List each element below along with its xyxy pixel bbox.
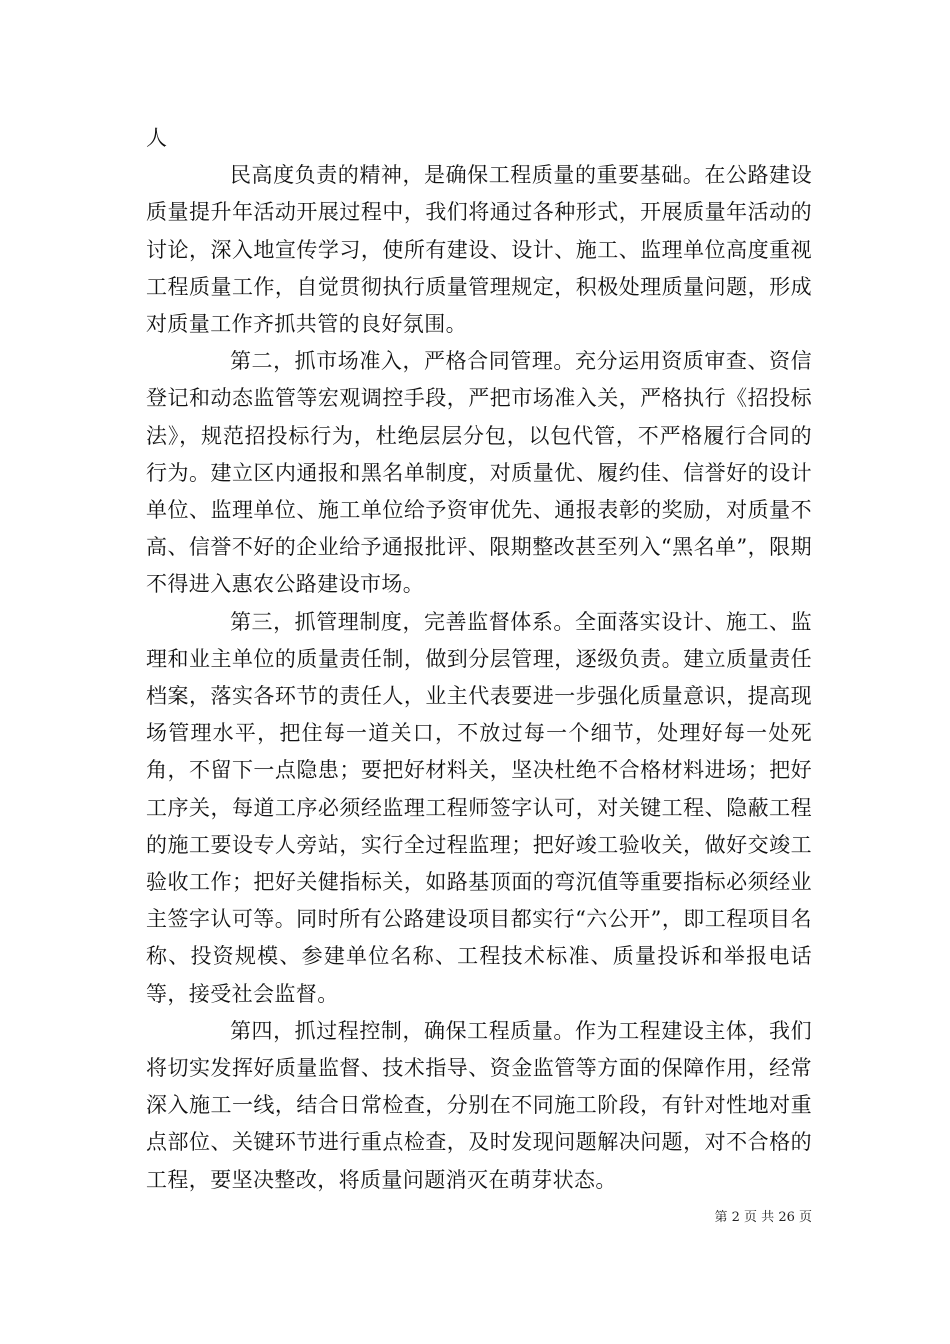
paragraph-process-control: 第四，抓过程控制，确保工程质量。作为工程建设主体，我们将切实发挥好质量监督、技术指导、资金监管等方面的保障作用，经常深入施工一线，结合日常检查，分别在不同施工阶段，有针对性地对重点部位、关键环节进行重点检查，及时发现问题解决问题，对不合格的工程，要坚决整改，将质量问题消灭在萌芽状态。 [146,1018,812,1192]
document-body [146,120,812,1199]
page-number-footer: 第 2 页 共 26 页 [714,1210,812,1225]
paragraph-management-system: 第三，抓管理制度，完善监督体系。全面落实设计、施工、监理和业主单位的质量责任制，做到分层管理，逐级负责。建立质量责任档案，落实各环节的责任人，业主代表要进一步强化质量意识，提高现场管理水平，把住每一道关口，不放过每一个细节，处理好每一处死角，不留下一点隐患；要把好材料关，坚决杜绝不合格材料进场；把好工序关，每道工序必须经监理工程师签字认可，对关键工程、隐蔽工程的施工要设专人旁站，实行全过程监理；把好竣工验收关，做好交竣工验收工作；把好关健指标关，如路基顶面的弯沉值等重要指标必须经业主签字认可等。同时所有公路建设项目都实行“六公开”，即工程项目名称、投资规模、参建单位名称、工程技术标准、质量投诉和举报电话等，接受社会监督。 [146,609,812,1006]
paragraph-market-access: 第二，抓市场准入，严格合同管理。充分运用资质审查、资信登记和动态监管等宏观调控手段，严把市场准入关，严格执行《招投标法》，规范招投标行为，杜绝层层分包，以包代管，不严格履行合同的行为。建立区内通报和黑名单制度，对质量优、履约佳、信誉好的设计单位、监理单位、施工单位给予资审优先、通报表彰的奖励，对质量不高、信誉不好的企业给予通报批评、限期整改甚至列入“黑名单”，限期不得进入惠农公路建设市场。 [146,349,812,597]
paragraph-continuation: 人 [146,126,168,150]
paragraph-spirit: 民高度负责的精神，是确保工程质量的重要基础。在公路建设质量提升年活动开展过程中，我们将通过各种形式，开展质量年活动的讨论，深入地宣传学习，使所有建设、设计、施工、监理单位高度重视工程质量工作，自觉贯彻执行质量管理规定，积极处理质量问题，形成对质量工作齐抓共管的良好氛围。 [146,163,812,337]
